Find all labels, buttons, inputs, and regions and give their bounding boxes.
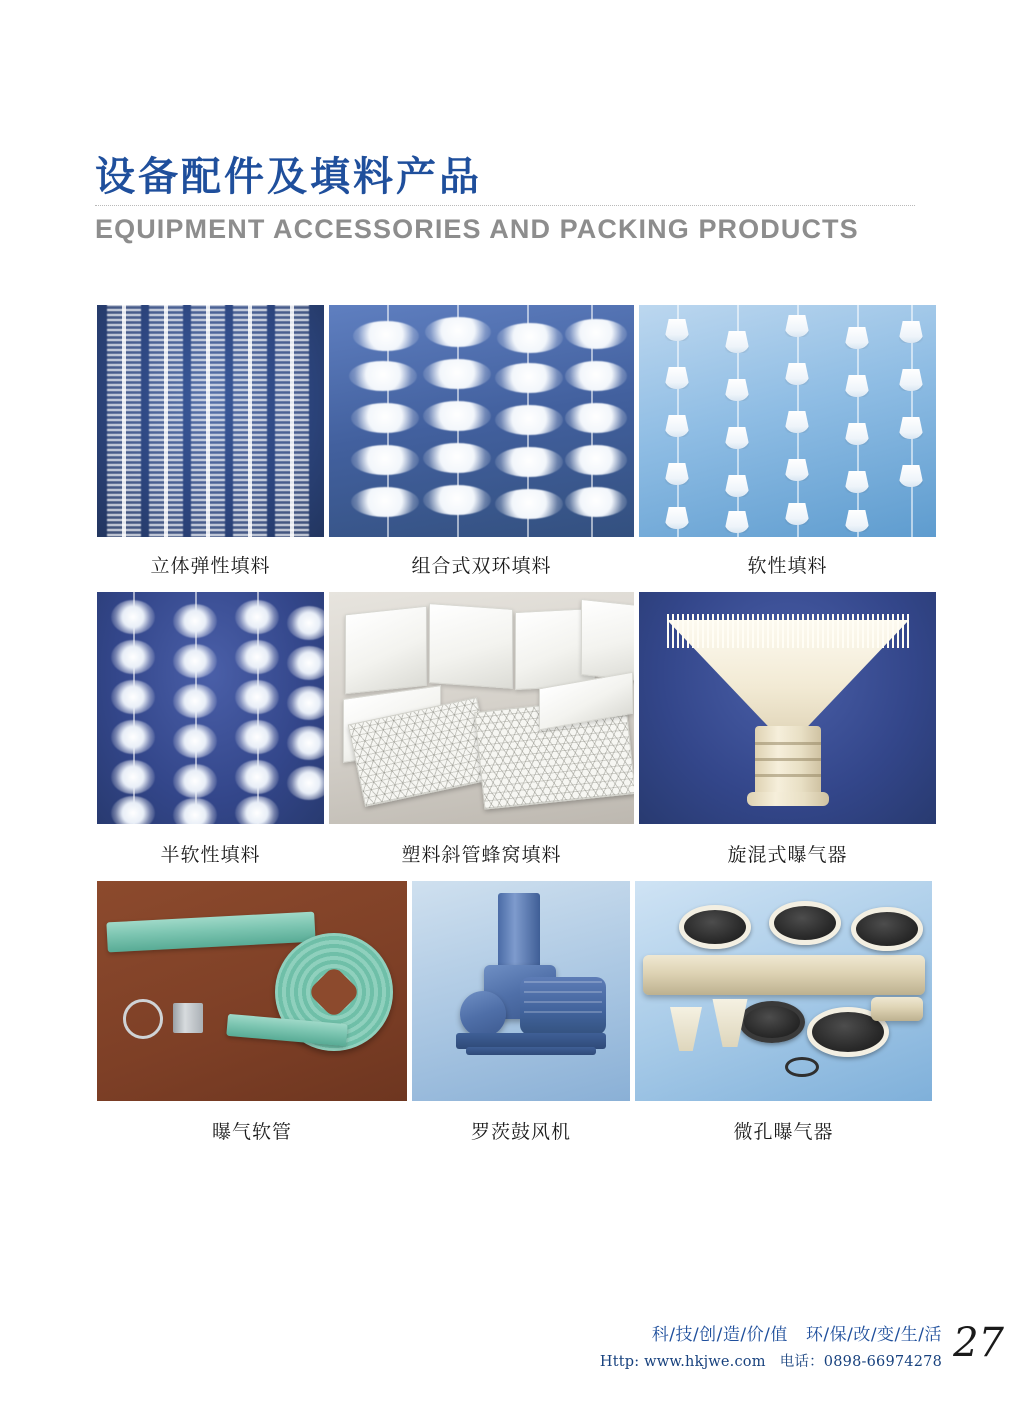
product-cell-aeration-hose [97, 881, 407, 1144]
gallery-row [97, 881, 937, 1144]
footer-contact [600, 1350, 942, 1371]
product-image-semi-soft-filler [97, 592, 324, 824]
gallery-row [97, 592, 937, 867]
product-caption: 半软性填料 [160, 844, 261, 866]
page-title-cn: 设备配件及填料产品 [95, 154, 482, 200]
footer-website[interactable]: Http: www.hkjwe.com [599, 1354, 766, 1370]
product-image-rotary-aerator [639, 592, 936, 824]
product-image-aeration-hose [97, 881, 407, 1101]
product-cell-roots-blower [412, 881, 630, 1144]
page-header [95, 155, 915, 245]
product-caption: 微孔曝气器 [733, 1121, 834, 1143]
product-cell-double-ring-filler [329, 305, 634, 578]
gallery-row [97, 305, 937, 578]
product-image-micro-pore-aerator [635, 881, 932, 1101]
product-cell-soft-filler [639, 305, 936, 578]
footer-phone: 电话：0898-66974278 [779, 1354, 942, 1370]
footer-text-block [600, 1320, 942, 1371]
page-footer [0, 1301, 1034, 1371]
product-image-honeycomb-packing [329, 592, 634, 824]
product-image-roots-blower [412, 881, 630, 1101]
product-image-elastic-filler [97, 305, 324, 537]
page-number: 27 [953, 1320, 1004, 1366]
product-cell-honeycomb-packing [329, 592, 634, 867]
product-caption: 组合式双环填料 [411, 555, 552, 577]
footer-slogan-right: 环/保/改/变/生/活 [805, 1325, 942, 1345]
product-caption: 塑料斜管蜂窝填料 [401, 844, 562, 866]
product-caption: 立体弹性填料 [150, 555, 271, 577]
title-divider [95, 205, 915, 206]
product-caption: 罗茨鼓风机 [470, 1121, 571, 1143]
product-image-double-ring-filler [329, 305, 634, 537]
footer-slogan [600, 1320, 942, 1345]
product-caption: 旋混式曝气器 [727, 844, 848, 866]
product-cell-elastic-filler [97, 305, 324, 578]
product-cell-rotary-aerator [639, 592, 936, 867]
product-cell-semi-soft-filler [97, 592, 324, 867]
product-caption: 软性填料 [747, 555, 828, 577]
product-caption: 曝气软管 [211, 1121, 292, 1143]
page-title-en: EQUIPMENT ACCESSORIES AND PACKING PRODUCTS [95, 214, 859, 244]
product-cell-micro-pore-aerator [635, 881, 932, 1144]
product-image-soft-filler [639, 305, 936, 537]
brush-filler-art [97, 305, 324, 537]
product-gallery [97, 305, 937, 1158]
footer-slogan-left: 科/技/创/造/价/值 [651, 1325, 788, 1345]
